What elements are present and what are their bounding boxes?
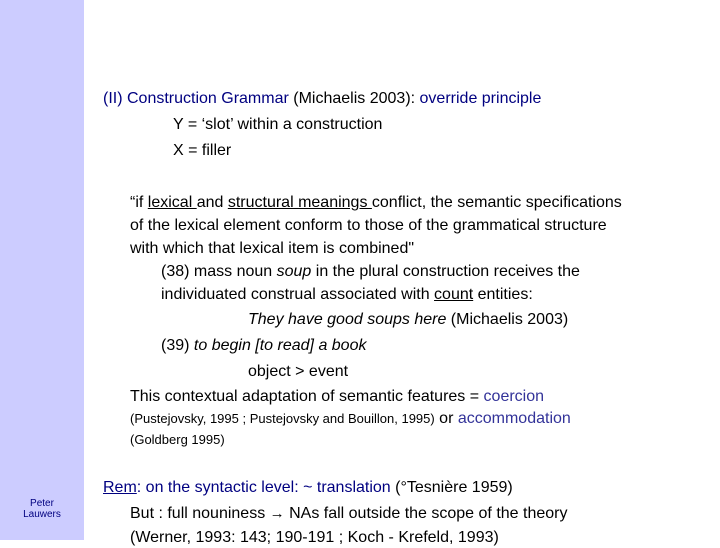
- author-name: [0, 498, 84, 520]
- example-39-number: (39): [161, 337, 194, 354]
- right-arrow-icon: →: [269, 505, 285, 522]
- definition-y: Y = ‘slot’ within a construction: [173, 116, 383, 133]
- pustejovsky-citation: (Pustejovsky, 1995 ; Pustejovsky and Bouillon, 1995): [130, 411, 435, 426]
- accommodation-term: accommodation: [457, 410, 571, 427]
- nouniness-line: [130, 504, 567, 524]
- example-38-construal: individuated construal associated with: [161, 286, 435, 303]
- accommodation-line: [130, 409, 571, 429]
- example-sentence-citation: (Michaelis 2003): [446, 311, 569, 328]
- coercion-prefix: This contextual adaptation of semantic features =: [130, 388, 484, 405]
- example-38-line-2: [161, 285, 533, 305]
- example-38-soup: soup: [276, 263, 312, 280]
- author-last-name: Lauwers: [23, 509, 61, 520]
- quote-line-3: with which that lexical item is combined": [130, 240, 415, 257]
- definition-x: X = filler: [173, 142, 232, 159]
- example-39-text: to begin [to read] a book: [193, 337, 367, 354]
- author-first-name: Peter: [30, 498, 54, 509]
- heading-line: [103, 89, 541, 109]
- example-39-shift: object > event: [248, 363, 349, 380]
- heading-principle: override principle: [419, 90, 542, 107]
- example-38-prefix: (38) mass noun: [161, 263, 277, 280]
- accommodation-or: or: [434, 410, 458, 427]
- quote-line-2: of the lexical element conform to those of the grammatical structure: [130, 217, 607, 234]
- heading-citation: (Michaelis 2003):: [288, 90, 420, 107]
- nouniness-rest: NAs fall outside the scope of the theory: [284, 505, 568, 522]
- quote-lexical: lexical: [147, 194, 197, 211]
- example-38-rest: in the plural construction receives the: [311, 263, 580, 280]
- quote-open: “if: [130, 194, 148, 211]
- sidebar: [0, 0, 84, 540]
- coercion-term: coercion: [483, 388, 545, 405]
- goldberg-citation: (Goldberg 1995): [130, 432, 225, 447]
- werner-citation: (Werner, 1993: 143; 190-191 ; Koch - Krefeld, 1993): [130, 529, 499, 546]
- remark-citation: (°Tesnière 1959): [390, 479, 513, 496]
- example-38-sentence: [248, 310, 568, 330]
- example-39: [161, 336, 366, 356]
- quote-line-1: [130, 193, 622, 213]
- remark-label: Rem: [103, 479, 137, 496]
- example-38-entities: entities:: [473, 286, 533, 303]
- example-38-count: count: [434, 286, 474, 303]
- nouniness-prefix: But : full nouniness: [130, 505, 270, 522]
- quote-rest: conflict, the semantic specifications: [371, 194, 622, 211]
- heading-title: (II) Construction Grammar: [103, 90, 289, 107]
- example-38-line-1: [161, 262, 580, 282]
- quote-structural-meanings: structural meanings: [227, 194, 372, 211]
- example-sentence-text: They have good soups here: [248, 311, 447, 328]
- quote-and: and: [196, 194, 228, 211]
- coercion-line: [130, 387, 544, 407]
- remark-text: : on the syntactic level: ~ translation: [136, 479, 391, 496]
- remark-line: [103, 478, 513, 498]
